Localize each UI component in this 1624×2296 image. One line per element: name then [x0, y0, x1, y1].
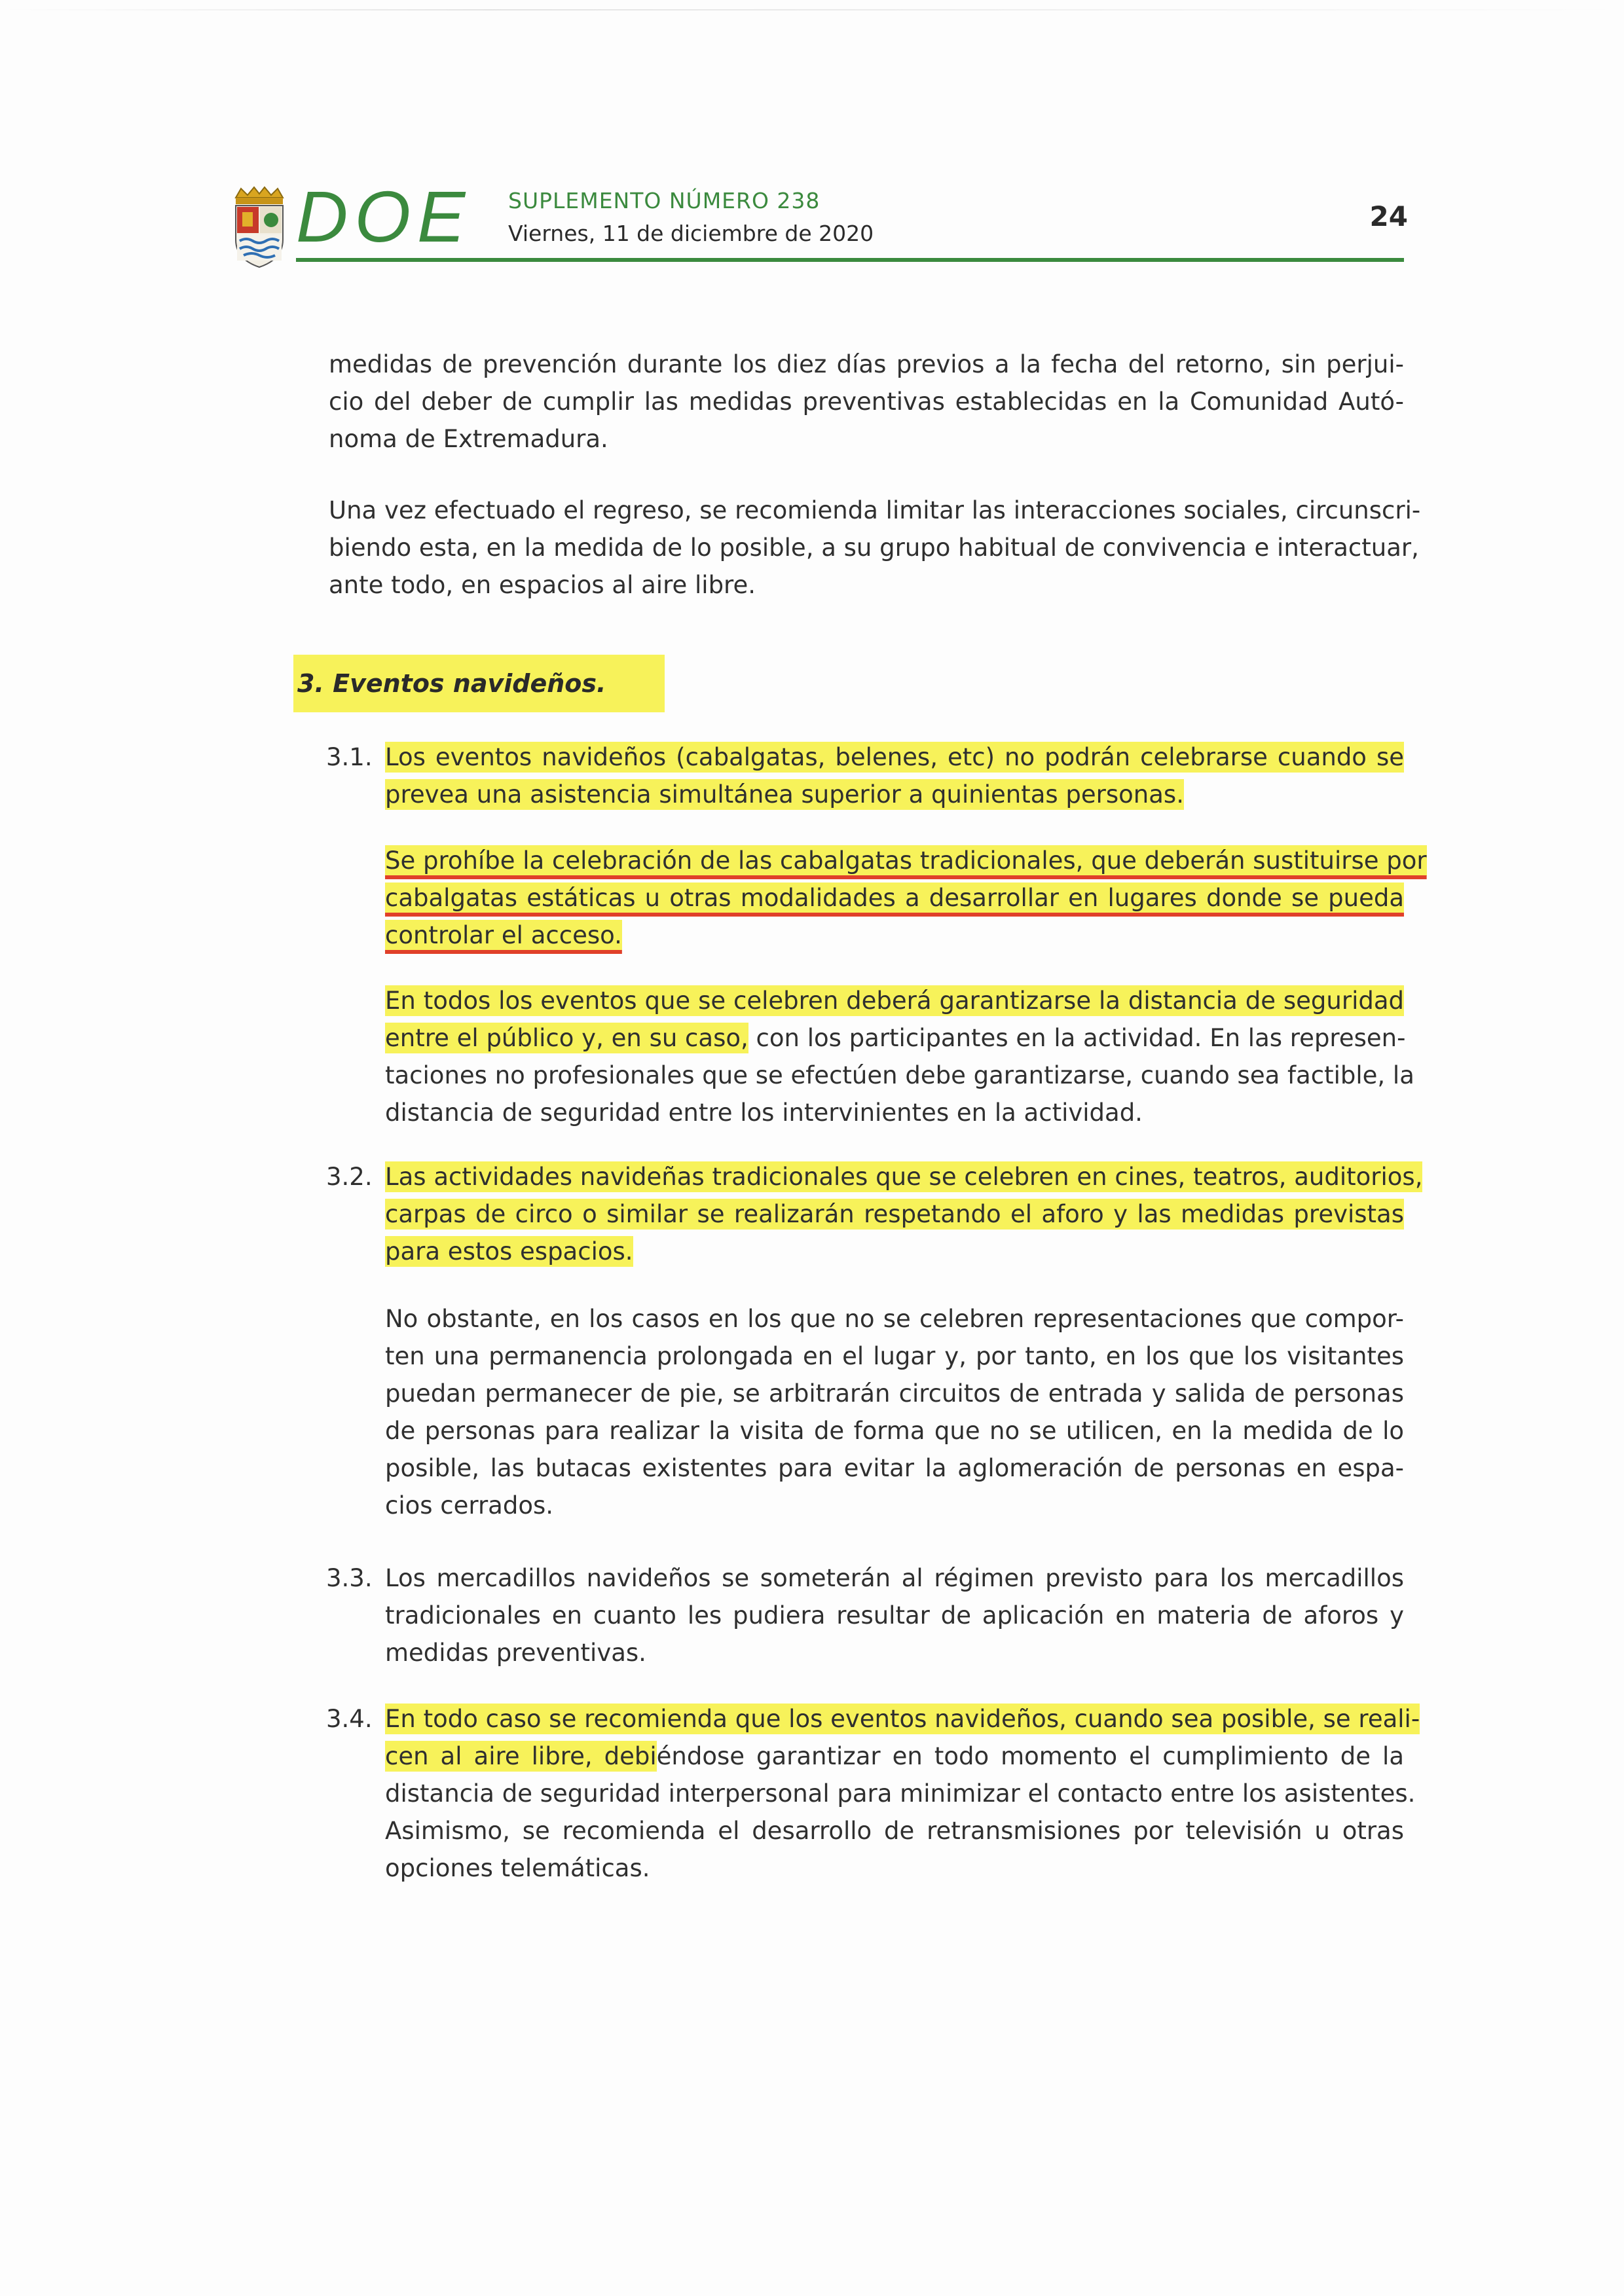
page-number: 24	[1369, 200, 1408, 232]
text-line	[385, 842, 1427, 879]
text-line	[385, 1158, 1423, 1195]
text-line	[385, 982, 1404, 1019]
text-line	[385, 879, 1404, 917]
text-line	[385, 738, 1404, 776]
text-line: distancia de seguridad entre los intervinientes en la actividad.	[385, 1099, 1143, 1127]
text-line	[385, 1195, 1404, 1233]
item-number-3-2: 3.2.	[326, 1163, 373, 1191]
item-3-1-paragraph-3	[385, 982, 1414, 1131]
text-line: cios cerrados.	[385, 1491, 554, 1520]
intro-paragraph-1	[329, 346, 1404, 458]
scan-edge	[0, 9, 1624, 10]
highlighted-text: entre el público y, en su caso,	[385, 1024, 748, 1052]
text-line: de personas para realizar la visita de forma que no se utilicen, en la medida de lo	[385, 1417, 1404, 1445]
item-number-3-4: 3.4.	[326, 1705, 373, 1733]
text-line: biendo esta, en la medida de lo posible, a su grupo habitual de convivencia e interactuar,	[329, 534, 1419, 562]
item-3-2-paragraph-1	[385, 1158, 1423, 1270]
text-line: Los mercadillos navideños se someterán al régimen previsto para los mercadillos	[385, 1564, 1404, 1592]
item-3-3-paragraph	[385, 1559, 1404, 1671]
text-line: ten una permanencia prolongada en el lugar y, por tanto, en los que los visitantes	[385, 1342, 1404, 1370]
text-line	[385, 1019, 1404, 1057]
item-3-1-paragraph-1	[385, 738, 1404, 813]
text-line: posible, las butacas existentes para evitar la aglomeración de personas en espa-	[385, 1454, 1404, 1482]
text-line: distancia de seguridad interpersonal para minimizar el contacto entre los asistentes.	[385, 1779, 1416, 1808]
item-3-4-paragraph	[385, 1700, 1420, 1887]
text-line: noma de Extremadura.	[329, 425, 608, 453]
highlighted-text: carpas de circo o similar se realizarán respetando el aforo y las medidas previstas	[385, 1200, 1404, 1228]
highlighted-text: En todo caso se recomienda que los eventos navideños, cuando sea posible, se reali-	[385, 1705, 1420, 1733]
text-line: opciones telemáticas.	[385, 1854, 650, 1882]
header-divider	[296, 258, 1404, 262]
highlighted-text: En todos los eventos que se celebren deberá garantizarse la distancia de seguridad	[385, 987, 1404, 1015]
highlighted-text: Las actividades navideñas tradicionales que se celebren en cines, teatros, auditorios,	[385, 1163, 1423, 1191]
highlighted-text: cen al aire libre, debi	[385, 1742, 657, 1770]
item-3-1-paragraph-2	[385, 842, 1427, 954]
highlighted-underlined-text: Se prohíbe la celebración de las cabalgatas tradicionales, que deberán sustituirse por	[385, 847, 1427, 875]
text-line	[385, 917, 1404, 954]
highlighted-text: prevea una asistencia simultánea superior a quinientas personas.	[385, 780, 1184, 809]
header-info	[508, 185, 874, 250]
intro-paragraph-2	[329, 492, 1421, 604]
text-line	[385, 776, 1404, 813]
plain-text: con los participantes en la actividad. En las represen-	[748, 1024, 1406, 1052]
item-number-3-1: 3.1.	[326, 743, 373, 771]
text-line	[385, 1738, 1404, 1775]
text-line: Asimismo, se recomienda el desarrollo de retransmisiones por televisión u otras	[385, 1817, 1404, 1845]
supplement-number: SUPLEMENTO NÚMERO 238	[508, 188, 821, 213]
plain-text: éndose garantizar en todo momento el cumplimiento de la	[656, 1742, 1404, 1770]
text-line: puedan permanecer de pie, se arbitrarán circuitos de entrada y salida de personas	[385, 1379, 1404, 1408]
text-line	[385, 1700, 1420, 1738]
text-line: cio del deber de cumplir las medidas preventivas establecidas en la Comunidad Autó-	[329, 388, 1404, 416]
text-line: tradicionales en cuanto les pudiera resultar de aplicación en materia de aforos y	[385, 1601, 1404, 1630]
extremadura-crest-icon	[231, 186, 288, 271]
item-number-3-3: 3.3.	[326, 1564, 373, 1592]
text-line: Una vez efectuado el regreso, se recomienda limitar las interacciones sociales, circunscri-	[329, 496, 1421, 524]
highlighted-text: para estos espacios.	[385, 1237, 633, 1266]
text-line: No obstante, en los casos en los que no se celebren representaciones que compor-	[385, 1305, 1404, 1333]
section-title: 3. Eventos navideños.	[293, 655, 665, 712]
doe-logo: DOE	[296, 177, 472, 257]
text-line: ante todo, en espacios al aire libre.	[329, 571, 756, 599]
text-line	[385, 1233, 1404, 1270]
item-3-2-paragraph-2	[385, 1300, 1404, 1524]
highlighted-underlined-text: controlar el acceso.	[385, 921, 622, 949]
text-line: taciones no profesionales que se efectúen debe garantizarse, cuando sea factible, la	[385, 1061, 1414, 1089]
text-line: medidas de prevención durante los diez días previos a la fecha del retorno, sin perjui-	[329, 350, 1404, 378]
issue-date: Viernes, 11 de diciembre de 2020	[508, 221, 874, 246]
highlighted-text: Los eventos navideños (cabalgatas, belenes, etc) no podrán celebrarse cuando se	[385, 743, 1404, 771]
text-line: medidas preventivas.	[385, 1639, 646, 1667]
highlighted-underlined-text: cabalgatas estáticas u otras modalidades a desarrollar en lugares donde se pueda	[385, 884, 1404, 912]
